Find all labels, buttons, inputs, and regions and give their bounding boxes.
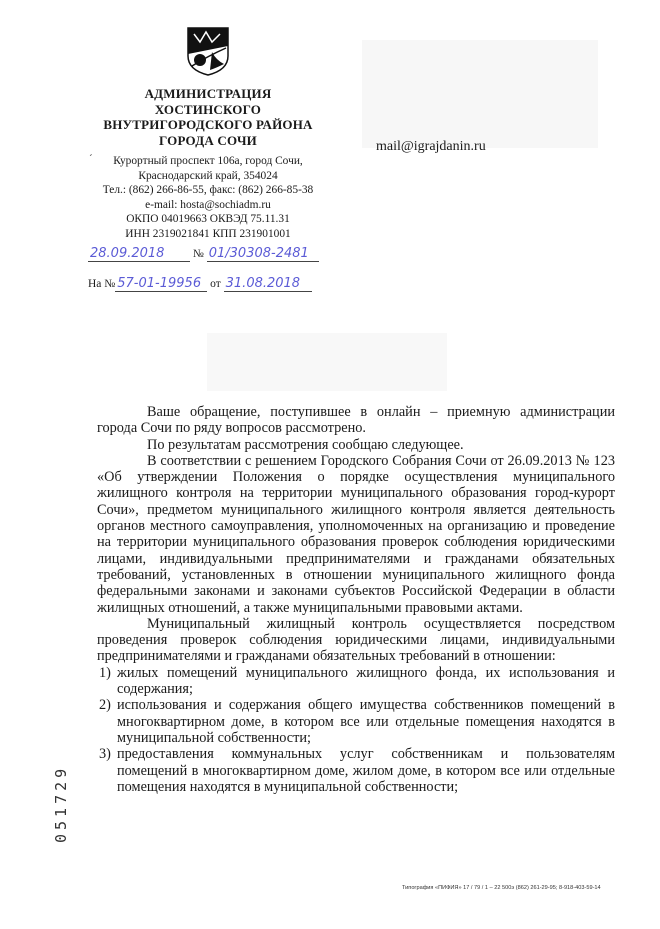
org-line: ХОСТИНСКОГО [154, 101, 262, 117]
reference-label: На № [88, 278, 116, 290]
inn-line: ИНН 2319021841 КПП 231901001 [125, 227, 291, 240]
reference-date: 31.08.2018 [224, 277, 312, 292]
paragraph: Ваше обращение, поступившее в онлайн – приемную администрации города Сочи по ряду вопросов рассмотрено. [97, 404, 615, 437]
list-item [97, 746, 615, 795]
email-line: e-mail: hosta@sochiadm.ru [145, 198, 271, 211]
paragraph: В соответствии с решением Городского Собрания Сочи от 26.09.2013 № 123 «Об утверждении Положения о порядке осуществления муниципального жилищного контроля на территории муниципального образования город-курорт Сочи», предметом муниципального жилищного контроля является деятельность органов местного самоуправления, уполномоченных на организацию и проведение на территории муниципального образования проверок соблюдения юридическими лицами, индивидуальными предпринимателями и гражданами обязательных требований, установленных в отношении муниципального жилищного фонда федеральными законами и законами субъектов Российской Федерации в области жилищных отношений, а также муниципальными правовыми актами. [97, 452, 615, 616]
outgoing-registration [88, 247, 319, 262]
incoming-reference [88, 277, 312, 292]
city-emblem-icon [186, 26, 230, 76]
phone-line: Тел.: (862) 266-86-55, факс: (862) 266-85-38 [102, 184, 314, 197]
list-item [97, 665, 615, 698]
paragraph: По результатам рассмотрения сообщаю следующее. [147, 436, 464, 453]
list-number: 3) [99, 746, 111, 763]
redacted-area [362, 40, 598, 148]
serial-number: 051729 [52, 764, 70, 843]
reference-number: 57-01-19956 [115, 277, 207, 292]
from-label: от [210, 278, 221, 290]
recipient-email: mail@igrajdanin.ru [376, 139, 486, 154]
list-text: использования и содержания общего имущества собственников помещений в многоквартирном доме, в котором все или отдельные помещения находятся в муниципальной собственности; [117, 697, 615, 746]
list-text: предоставления коммунальных услуг собственникам и пользователям помещений в многоквартирном доме, жилом доме, в котором все или отдельные помещения находятся в муниципальной собственности; [117, 746, 615, 795]
contact-block [70, 154, 346, 242]
list-number: 2) [99, 697, 111, 714]
org-line: АДМИНИСТРАЦИЯ [144, 86, 272, 101]
list-item [97, 697, 615, 746]
redacted-area [207, 333, 447, 391]
outgoing-date: 28.09.2018 [88, 247, 190, 262]
letter-body [97, 404, 615, 795]
printer-footer: Типография «ПИФИЯ» 17 / 79 / 1 – 22 500э (862) 261-29-95; 8-918-403-59-14 [402, 885, 601, 891]
paragraph: Муниципальный жилищный контроль осуществляется посредством проведения проверок соблюдения юридическими лицами, индивидуальными предпринимателями и гражданами обязательных требований в отношении: [97, 615, 615, 665]
requirements-list [97, 665, 615, 795]
outgoing-number: 01/30308-2481 [207, 247, 319, 262]
number-label: № [192, 248, 204, 260]
okpo-line: ОКПО 04019663 ОКВЭД 75.11.31 [126, 213, 290, 226]
organization-name [80, 86, 336, 148]
list-number: 1) [99, 664, 111, 681]
org-line: ГОРОДА СОЧИ [159, 132, 257, 148]
org-line: ВНУТРИГОРОДСКОГО РАЙОНА [103, 117, 313, 132]
address-line-1: Курортный проспект 106а, город Сочи, [113, 155, 303, 167]
list-text: жилых помещений муниципального жилищного фонда, их использования и содержания; [117, 664, 615, 698]
pen-mark: ´ [89, 153, 93, 165]
address-line-2: Краснодарский край, 354024 [138, 169, 278, 182]
